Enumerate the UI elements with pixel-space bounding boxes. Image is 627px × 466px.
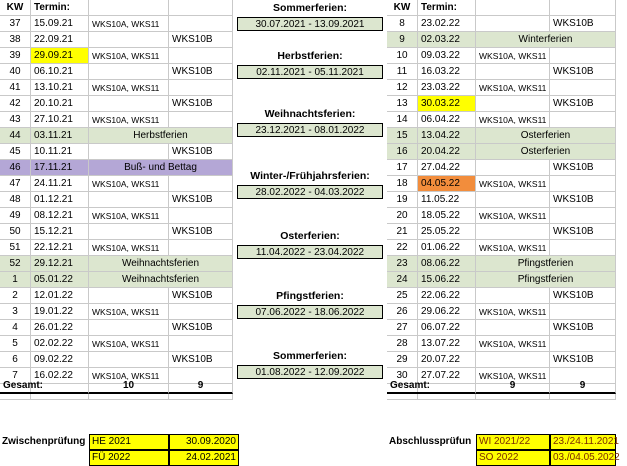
right-row-date[interactable]: 02.03.22 xyxy=(418,32,476,48)
right-row-date[interactable]: 11.05.22 xyxy=(418,192,476,208)
left-row-group-a[interactable] xyxy=(89,96,169,112)
left-row-group-b[interactable] xyxy=(169,336,233,352)
left-header-kw[interactable]: KW xyxy=(0,0,31,16)
right-row-group-a[interactable]: WKS10A, WKS11 xyxy=(476,48,550,64)
right-row-kw[interactable]: 24 xyxy=(387,272,418,288)
left-row-kw[interactable]: 4 xyxy=(0,320,31,336)
right-row-group-a[interactable] xyxy=(476,352,550,368)
left-row-kw[interactable]: 41 xyxy=(0,80,31,96)
left-row-date[interactable]: 29.09.21 xyxy=(31,48,89,64)
abschluss-row-2-date[interactable]: 03./04.05.2022 xyxy=(550,450,616,466)
right-row-date[interactable]: 23.02.22 xyxy=(418,16,476,32)
abschluss-label: Abschlussprüfun xyxy=(389,436,472,447)
right-row-date[interactable]: 29.06.22 xyxy=(418,304,476,320)
left-row-group-b[interactable] xyxy=(169,304,233,320)
right-row-holiday[interactable]: Pfingstferien xyxy=(476,272,616,288)
left-row-kw[interactable]: 51 xyxy=(0,240,31,256)
right-row-group-a[interactable] xyxy=(476,64,550,80)
herbst-range[interactable]: 02.11.2021 - 05.11.2021 xyxy=(237,65,383,79)
left-row-kw[interactable]: 37 xyxy=(0,16,31,32)
left-row-group-a[interactable] xyxy=(89,144,169,160)
left-row-holiday[interactable]: Weihnachtsferien xyxy=(89,272,233,288)
right-row-group-b[interactable] xyxy=(550,176,616,192)
abschluss-row-2-name[interactable]: SO 2022 xyxy=(476,450,550,466)
right-row-kw[interactable]: 17 xyxy=(387,160,418,176)
left-row-group-b[interactable] xyxy=(169,48,233,64)
right-row-date[interactable]: 23.03.22 xyxy=(418,80,476,96)
left-row-date[interactable]: 22.12.21 xyxy=(31,240,89,256)
left-row-kw[interactable]: 52 xyxy=(0,256,31,272)
right-row-kw[interactable]: 14 xyxy=(387,112,418,128)
left-row-date[interactable]: 02.02.22 xyxy=(31,336,89,352)
left-row-group-b[interactable]: WKS10B xyxy=(169,32,233,48)
left-row-kw[interactable]: 39 xyxy=(0,48,31,64)
left-row-group-b[interactable] xyxy=(169,16,233,32)
right-row-date[interactable]: 30.03.22 xyxy=(418,96,476,112)
right-header-blank-a[interactable] xyxy=(476,0,550,16)
right-row-group-b[interactable]: WKS10B xyxy=(550,288,616,304)
left-row-group-b[interactable] xyxy=(169,208,233,224)
right-row-group-a[interactable] xyxy=(476,320,550,336)
left-row-date[interactable]: 12.01.22 xyxy=(31,288,89,304)
right-row-group-a[interactable]: WKS10A, WKS11 xyxy=(476,112,550,128)
zwischen-row-1-date[interactable]: 30.09.2020 xyxy=(169,434,239,450)
right-row-kw[interactable]: 28 xyxy=(387,336,418,352)
left-row-date[interactable]: 26.01.22 xyxy=(31,320,89,336)
right-row-group-b[interactable]: WKS10B xyxy=(550,96,616,112)
right-row-kw[interactable]: 13 xyxy=(387,96,418,112)
right-row-kw[interactable]: 22 xyxy=(387,240,418,256)
left-row-holiday[interactable]: Herbstferien xyxy=(89,128,233,144)
sommer2-title: Sommerferien: xyxy=(272,350,348,362)
left-row-holiday[interactable]: Buß- und Bettag xyxy=(89,160,233,176)
right-row-group-a[interactable]: WKS10A, WKS11 xyxy=(476,336,550,352)
left-row-group-b[interactable]: WKS10B xyxy=(169,352,233,368)
left-row-kw[interactable]: 48 xyxy=(0,192,31,208)
left-row-date[interactable]: 09.02.22 xyxy=(31,352,89,368)
right-row-kw[interactable]: 12 xyxy=(387,80,418,96)
left-row-date[interactable]: 19.01.22 xyxy=(31,304,89,320)
left-row-group-b[interactable]: WKS10B xyxy=(169,96,233,112)
left-row-holiday[interactable]: Weihnachtsferien xyxy=(89,256,233,272)
right-row-date[interactable]: 08.06.22 xyxy=(418,256,476,272)
right-row-group-b[interactable] xyxy=(550,304,616,320)
right-row-kw[interactable]: 15 xyxy=(387,128,418,144)
right-row-group-b[interactable]: WKS10B xyxy=(550,64,616,80)
right-row-group-a[interactable] xyxy=(476,96,550,112)
left-header-blank-b[interactable] xyxy=(169,0,233,16)
right-row-kw[interactable]: 9 xyxy=(387,32,418,48)
left-row-kw[interactable]: 7 xyxy=(0,368,31,384)
left-row-date[interactable]: 20.10.21 xyxy=(31,96,89,112)
left-row-group-b[interactable]: WKS10B xyxy=(169,64,233,80)
right-row-holiday[interactable]: Osterferien xyxy=(476,128,616,144)
pfingst-title: Pfingstferien: xyxy=(276,290,344,302)
right-row-date[interactable]: 20.04.22 xyxy=(418,144,476,160)
left-row-kw[interactable]: 44 xyxy=(0,128,31,144)
oster-range[interactable]: 11.04.2022 - 23.04.2022 xyxy=(237,245,383,259)
right-total-b[interactable]: 9 xyxy=(550,378,616,394)
left-row-group-b[interactable]: WKS10B xyxy=(169,192,233,208)
weihnacht-title: Weihnachtsferien: xyxy=(264,108,356,120)
right-row-group-b[interactable] xyxy=(550,336,616,352)
right-row-group-a[interactable] xyxy=(476,288,550,304)
right-row-date[interactable]: 06.07.22 xyxy=(418,320,476,336)
left-row-group-a[interactable]: WKS10A, WKS11 xyxy=(89,368,169,384)
right-row-date[interactable]: 04.05.22 xyxy=(418,176,476,192)
left-row-group-b[interactable] xyxy=(169,112,233,128)
left-header-termin[interactable]: Termin: xyxy=(31,0,89,16)
zwischen-row-2-date[interactable]: 24.02.2021 xyxy=(169,450,239,466)
sommer1-range[interactable]: 30.07.2021 - 13.09.2021 xyxy=(237,17,383,31)
right-row-date[interactable]: 27.07.22 xyxy=(418,368,476,384)
right-row-group-b[interactable]: WKS10B xyxy=(550,192,616,208)
right-row-date[interactable]: 06.04.22 xyxy=(418,112,476,128)
right-row-kw[interactable]: 21 xyxy=(387,224,418,240)
right-row-group-b[interactable] xyxy=(550,48,616,64)
pfingst-range[interactable]: 07.06.2022 - 18.06.2022 xyxy=(237,305,383,319)
left-row-kw[interactable]: 2 xyxy=(0,288,31,304)
winter-range[interactable]: 28.02.2022 - 04.03.2022 xyxy=(237,185,383,199)
left-row-kw[interactable]: 50 xyxy=(0,224,31,240)
left-row-kw[interactable]: 6 xyxy=(0,352,31,368)
right-row-kw[interactable]: 23 xyxy=(387,256,418,272)
left-row-group-a[interactable]: WKS10A, WKS11 xyxy=(89,208,169,224)
right-row-date[interactable]: 01.06.22 xyxy=(418,240,476,256)
herbst-title: Herbstferien: xyxy=(277,50,343,62)
left-header-blank-a[interactable] xyxy=(89,0,169,16)
left-row-group-a[interactable]: WKS10A, WKS11 xyxy=(89,304,169,320)
left-row-group-a[interactable]: WKS10A, WKS11 xyxy=(89,112,169,128)
left-row-date[interactable]: 08.12.21 xyxy=(31,208,89,224)
left-row-date[interactable]: 15.12.21 xyxy=(31,224,89,240)
zwischen-label: Zwischenprüfung xyxy=(2,436,86,447)
right-row-kw[interactable]: 20 xyxy=(387,208,418,224)
right-row-group-b[interactable]: WKS10B xyxy=(550,224,616,240)
left-row-date[interactable]: 16.02.22 xyxy=(31,368,89,384)
right-row-date[interactable]: 25.05.22 xyxy=(418,224,476,240)
left-row-group-b[interactable]: WKS10B xyxy=(169,224,233,240)
abschluss-row-1-name[interactable]: WI 2021/22 xyxy=(476,434,550,450)
left-row-kw[interactable]: 47 xyxy=(0,176,31,192)
left-row-date[interactable]: 03.11.21 xyxy=(31,128,89,144)
right-row-kw[interactable]: 16 xyxy=(387,144,418,160)
left-row-group-a[interactable]: WKS10A, WKS11 xyxy=(89,16,169,32)
left-row-date[interactable]: 24.11.21 xyxy=(31,176,89,192)
left-row-date[interactable]: 05.01.22 xyxy=(31,272,89,288)
right-row-date[interactable]: 20.07.22 xyxy=(418,352,476,368)
right-row-group-b[interactable] xyxy=(550,240,616,256)
right-total-a[interactable]: 9 xyxy=(476,378,550,394)
weihnacht-range[interactable]: 23.12.2021 - 08.01.2022 xyxy=(237,123,383,137)
right-row-kw[interactable]: 8 xyxy=(387,16,418,32)
left-row-date[interactable]: 15.09.21 xyxy=(31,16,89,32)
left-row-group-a[interactable] xyxy=(89,192,169,208)
oster-title: Osterferien: xyxy=(280,230,340,242)
winter-title: Winter-/Frühjahrsferien: xyxy=(250,170,370,182)
sommer2-range[interactable]: 01.08.2022 - 12.09.2022 xyxy=(237,365,383,379)
right-row-date[interactable]: 22.06.22 xyxy=(418,288,476,304)
left-row-group-b[interactable] xyxy=(169,80,233,96)
left-row-group-a[interactable]: WKS10A, WKS11 xyxy=(89,336,169,352)
right-row-date[interactable]: 18.05.22 xyxy=(418,208,476,224)
right-row-group-a[interactable] xyxy=(476,160,550,176)
left-row-kw[interactable]: 5 xyxy=(0,336,31,352)
left-total-a[interactable]: 10 xyxy=(89,378,169,394)
right-row-date[interactable]: 15.06.22 xyxy=(418,272,476,288)
right-row-kw[interactable]: 11 xyxy=(387,64,418,80)
right-header-kw[interactable]: KW xyxy=(387,0,418,16)
right-row-group-a[interactable]: WKS10A, WKS11 xyxy=(476,176,550,192)
right-header-termin[interactable]: Termin: xyxy=(418,0,476,16)
left-row-group-a[interactable]: WKS10A, WKS11 xyxy=(89,48,169,64)
left-row-group-b[interactable] xyxy=(169,176,233,192)
left-row-group-a[interactable] xyxy=(89,32,169,48)
right-row-group-a[interactable] xyxy=(476,192,550,208)
left-row-date[interactable]: 27.10.21 xyxy=(31,112,89,128)
right-header-blank-b[interactable] xyxy=(550,0,616,16)
right-row-group-a[interactable]: WKS10A, WKS11 xyxy=(476,80,550,96)
left-row-kw[interactable]: 46 xyxy=(0,160,31,176)
right-row-date[interactable]: 09.03.22 xyxy=(418,48,476,64)
left-row-group-b[interactable]: WKS10B xyxy=(169,288,233,304)
right-row-group-a[interactable]: WKS10A, WKS11 xyxy=(476,208,550,224)
right-row-kw[interactable]: 29 xyxy=(387,352,418,368)
left-row-group-b[interactable]: WKS10B xyxy=(169,144,233,160)
left-row-kw[interactable]: 49 xyxy=(0,208,31,224)
right-total-label[interactable]: Gesamt: xyxy=(387,378,476,394)
left-row-kw[interactable]: 42 xyxy=(0,96,31,112)
left-row-kw[interactable]: 43 xyxy=(0,112,31,128)
right-row-holiday[interactable]: Winterferien xyxy=(476,32,616,48)
right-row-kw[interactable]: 26 xyxy=(387,304,418,320)
right-row-group-a[interactable]: WKS10A, WKS11 xyxy=(476,240,550,256)
right-row-kw[interactable]: 30 xyxy=(387,368,418,384)
right-row-kw[interactable]: 18 xyxy=(387,176,418,192)
abschluss-row-1-date[interactable]: 23./24.11.2021 xyxy=(550,434,616,450)
left-row-date[interactable]: 10.11.21 xyxy=(31,144,89,160)
left-row-group-b[interactable] xyxy=(169,240,233,256)
right-row-group-b[interactable]: WKS10B xyxy=(550,320,616,336)
left-row-date[interactable]: 13.10.21 xyxy=(31,80,89,96)
right-row-date[interactable]: 27.04.22 xyxy=(418,160,476,176)
left-row-kw[interactable]: 1 xyxy=(0,272,31,288)
right-row-group-b[interactable]: WKS10B xyxy=(550,160,616,176)
right-row-group-b[interactable] xyxy=(550,208,616,224)
left-row-date[interactable]: 17.11.21 xyxy=(31,160,89,176)
left-row-group-b[interactable]: WKS10B xyxy=(169,320,233,336)
left-row-kw[interactable]: 38 xyxy=(0,32,31,48)
left-total-b[interactable]: 9 xyxy=(169,378,233,394)
left-row-kw[interactable]: 3 xyxy=(0,304,31,320)
right-row-group-a[interactable] xyxy=(476,224,550,240)
sommer1-title: Sommerferien: xyxy=(272,2,348,14)
right-row-kw[interactable]: 10 xyxy=(387,48,418,64)
left-total-label[interactable]: Gesamt: xyxy=(0,378,89,394)
right-row-group-b[interactable] xyxy=(550,80,616,96)
left-row-group-a[interactable] xyxy=(89,224,169,240)
right-row-group-a[interactable]: WKS10A, WKS11 xyxy=(476,304,550,320)
left-row-date[interactable]: 29.12.21 xyxy=(31,256,89,272)
left-row-date[interactable]: 22.09.21 xyxy=(31,32,89,48)
left-row-kw[interactable]: 45 xyxy=(0,144,31,160)
right-row-kw[interactable]: 25 xyxy=(387,288,418,304)
left-row-group-a[interactable]: WKS10A, WKS11 xyxy=(89,80,169,96)
left-row-date[interactable]: 01.12.21 xyxy=(31,192,89,208)
right-row-kw[interactable]: 27 xyxy=(387,320,418,336)
left-row-group-a[interactable] xyxy=(89,288,169,304)
left-row-group-a[interactable] xyxy=(89,352,169,368)
left-row-group-a[interactable] xyxy=(89,320,169,336)
left-row-group-a[interactable]: WKS10A, WKS11 xyxy=(89,240,169,256)
right-row-kw[interactable]: 19 xyxy=(387,192,418,208)
left-row-group-a[interactable]: WKS10A, WKS11 xyxy=(89,176,169,192)
right-row-group-b[interactable]: WKS10B xyxy=(550,16,616,32)
left-row-group-a[interactable] xyxy=(89,64,169,80)
zwischen-row-2-name[interactable]: FÜ 2022 xyxy=(89,450,169,466)
right-row-holiday[interactable]: Pfingstferien xyxy=(476,256,616,272)
right-row-holiday[interactable]: Osterferien xyxy=(476,144,616,160)
right-row-group-a[interactable]: WKS10A, WKS11 xyxy=(476,368,550,384)
zwischen-row-1-name[interactable]: HE 2021 xyxy=(89,434,169,450)
right-row-group-b[interactable] xyxy=(550,112,616,128)
left-row-kw[interactable]: 40 xyxy=(0,64,31,80)
right-row-group-b[interactable]: WKS10B xyxy=(550,352,616,368)
right-row-date[interactable]: 16.03.22 xyxy=(418,64,476,80)
right-row-date[interactable]: 13.04.22 xyxy=(418,128,476,144)
right-row-group-a[interactable] xyxy=(476,16,550,32)
right-row-date[interactable]: 13.07.22 xyxy=(418,336,476,352)
left-row-date[interactable]: 06.10.21 xyxy=(31,64,89,80)
